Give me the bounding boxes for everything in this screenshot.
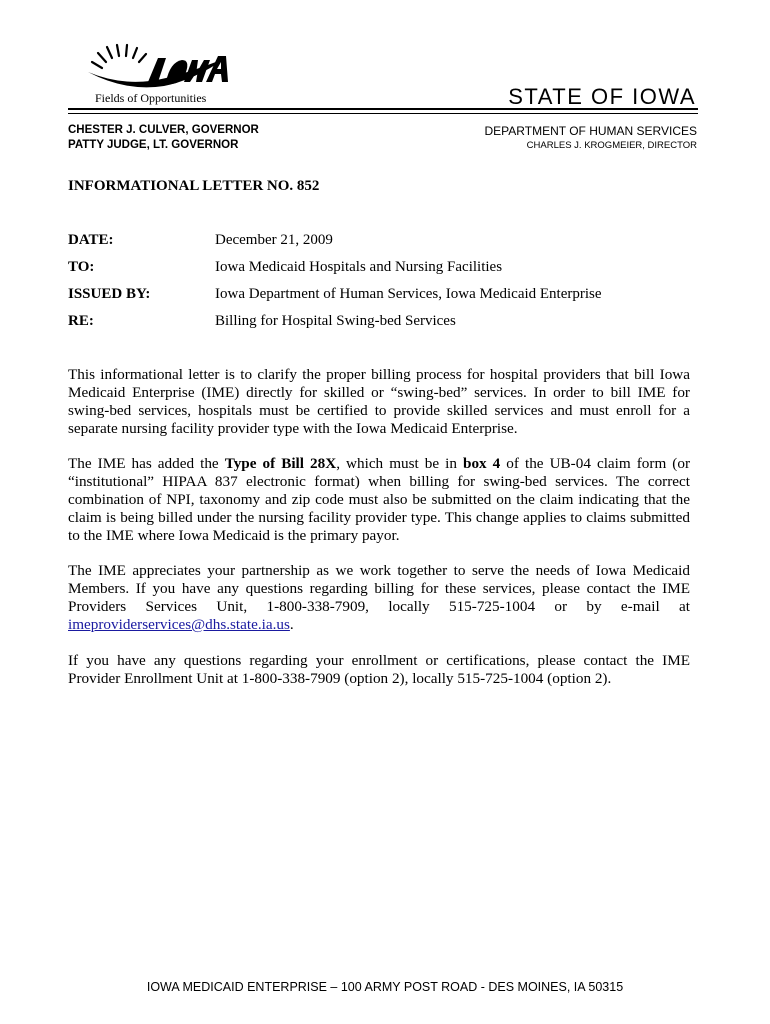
header-rule-thin [68,113,698,114]
meta-value-re: Billing for Hospital Swing-bed Services [215,313,456,329]
governor-name: CHESTER J. CULVER, GOVERNOR [68,124,259,136]
paragraph-contact [68,562,690,634]
p3-end: . [289,616,294,633]
header-rule-thick [68,108,698,110]
paragraph-bill-type [68,455,690,545]
paragraph-enrollment: If you have any questions regarding your enrollment or certifications, please contact the IME Provider Enrollment Unit at 1-800-338-7909 (option 2), locally 515-725-1004 (option 2). [68,652,690,687]
meta-label-to: TO: [68,259,95,275]
department-name: DEPARTMENT OF HUMAN SERVICES [484,124,697,138]
meta-value-issued-by: Iowa Department of Human Services, Iowa Medicaid Enterprise [215,286,602,302]
lt-governor-name: PATTY JUDGE, LT. GOVERNOR [68,139,239,151]
paragraph-intro: This informational letter is to clarify the proper billing process for hospital providers that bill Iowa Medicaid Enterprise (IME) directly for skilled or “swing-bed” services. In order to bill IME for swing-bed services, hospitals must be certified to provide skilled services and must enroll for a separate nursing facility provider type with the Iowa Medicaid Enterprise. [68,366,690,437]
letter-number: INFORMATIONAL LETTER NO. 852 [68,178,320,194]
meta-value-to: Iowa Medicaid Hospitals and Nursing Facilities [215,259,503,275]
p2-text-a: The IME has added the [68,455,225,472]
p2-text-c: , which must be in [336,455,463,472]
p2-box-number: box 4 [463,455,501,472]
meta-value-date: December 21, 2009 [215,232,333,248]
footer-address: IOWA MEDICAID ENTERPRISE – 100 ARMY POST ROAD - DES MOINES, IA 50315 [146,980,624,994]
p3-text: The IME appreciates your partnership as we work together to serve the needs of Iowa Medicaid Members. If you have any questions regarding billing for these services, please contact the IME Providers Services Unit, 1-800-338-7909, locally 515-725-1004 or by e-mail at [68,562,690,615]
email-link[interactable]: imeproviderservices@dhs.state.ia.us [68,616,290,633]
meta-label-re: RE: [68,313,94,329]
logo-tagline: Fields of Opportunities [95,91,207,105]
state-title: STATE OF IOWA [508,84,696,109]
meta-label-issued-by: ISSUED BY: [68,286,151,302]
director-name: CHARLES J. KROGMEIER, DIRECTOR [526,140,697,151]
p2-text-e: of the UB-04 claim form (or “institutional” HIPAA 837 electronic format) when billing for swing-bed services. The correct combination of NPI, taxonomy and zip code must also be submitted on the claim indicating that the claim is being billed under the nursing facility provider type. This change applies to claims submitted to the IME where Iowa Medicaid is the primary payor. [68,455,690,544]
p2-type-of-bill: Type of Bill 28X [224,455,337,472]
meta-label-date: DATE: [68,232,114,248]
